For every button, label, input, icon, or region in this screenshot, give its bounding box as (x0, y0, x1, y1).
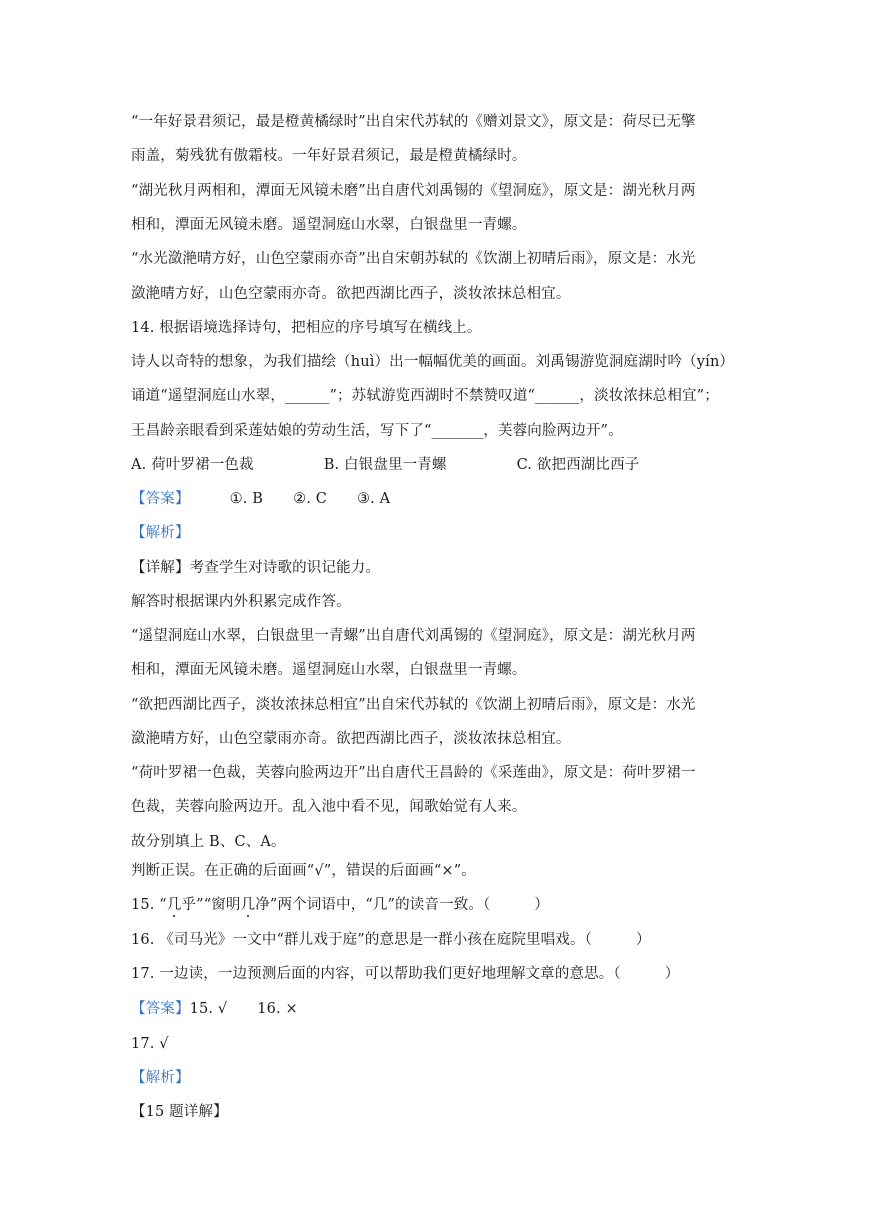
q15-prefix: 15. “ (131, 897, 167, 913)
option-c: C. 欲把西湖比西子 (516, 457, 640, 473)
question-16: 16. 《司马光》一文中“群儿戏于庭”的意思是一群小孩在庭院里唱戏。（ ） (131, 932, 651, 948)
q15-dotted-char: 几 (240, 897, 256, 913)
question-14: 14. 根据语境选择诗句，把相应的序号填写在横线上。 (131, 320, 482, 336)
answer-line (131, 998, 741, 1020)
text-line: 诵道“遥望洞庭山水翠，______”；苏轼游览西湖时不禁赞叹道“______，淡妆浓抹总相宜”； (131, 388, 719, 404)
question-15 (131, 894, 741, 916)
text-line: 王昌龄亲眼看到采莲姑娘的劳动生活，写下了“_______，芙蓉向脸两边开”。 (131, 423, 623, 439)
q15-middle: 乎”“窗明 (181, 897, 241, 913)
text-line: “遥望洞庭山水翠，白银盘里一青螺”出自唐代刘禹锡的《望洞庭》，原文是：湖光秋月两 (131, 628, 696, 644)
answer-15: 15. √ (189, 1001, 228, 1017)
answer-line (131, 488, 741, 510)
text-line: 潋滟晴方好，山色空蒙雨亦奇。欲把西湖比西子，淡妆浓抹总相宜。 (131, 731, 571, 747)
text-line: 雨盖，菊残犹有傲霜枝。一年好景君须记，最是橙黄橘绿时。 (131, 148, 527, 164)
answer-16: 16. × (257, 1001, 298, 1017)
section-heading: 【15 题详解】 (131, 1104, 228, 1120)
text-line: “荷叶罗裙一色裁，芙蓉向脸两边开”出自唐代王昌龄的《采莲曲》，原文是：荷叶罗裙一 (131, 765, 696, 781)
answer-3: ③. A (357, 491, 391, 507)
text-line: 色裁，芙蓉向脸两边开。乱入池中看不见，闻歌始觉有人来。 (131, 799, 527, 815)
instruction-line: 判断正误。在正确的后面画“√”，错误的后面画“×”。 (131, 863, 476, 879)
analysis-label: 【解析】 (131, 525, 190, 541)
answer-label: 【答案】 (131, 1001, 190, 1017)
text-line: 解答时根据课内外积累完成作答。 (131, 594, 351, 610)
q15-dotted-char: 几 (166, 897, 182, 913)
text-line: “水光潋滟晴方好，山色空蒙雨亦奇”出自宋朝苏轼的《饮湖上初晴后雨》，原文是：水光 (131, 251, 696, 267)
option-b: B. 白银盘里一青螺 (323, 457, 447, 473)
text-line: “湖光秋月两相和，潭面无风镜未磨”出自唐代刘禹锡的《望洞庭》，原文是：湖光秋月两 (131, 183, 696, 199)
text-line: 相和，潭面无风镜未磨。遥望洞庭山水翠，白银盘里一青螺。 (131, 217, 527, 233)
answer-label: 【答案】 (131, 491, 190, 507)
text-line: 相和，潭面无风镜未磨。遥望洞庭山水翠，白银盘里一青螺。 (131, 662, 527, 678)
answer-2: ②. C (293, 491, 328, 507)
q15-suffix: 净”两个词语中，“几”的读音一致。（ ） (255, 897, 550, 913)
text-line: “一年好景君须记，最是橙黄橘绿时”出自宋代苏轼的《赠刘景文》，原文是：荷尽已无擎 (131, 114, 696, 130)
text-line: 故分别填上 B、C、A。 (131, 834, 286, 850)
options-line (131, 454, 741, 476)
text-line: 【详解】考查学生对诗歌的识记能力。 (131, 560, 381, 576)
option-a: A. 荷叶罗裙一色裁 (131, 457, 254, 473)
text-line: “欲把西湖比西子，淡妆浓抹总相宜”出自宋代苏轼的《饮湖上初晴后雨》，原文是：水光 (131, 697, 696, 713)
analysis-label: 【解析】 (131, 1070, 190, 1086)
text-line: 潋滟晴方好，山色空蒙雨亦奇。欲把西湖比西子，淡妆浓抹总相宜。 (131, 286, 571, 302)
text-line: 诗人以奇特的想象，为我们描绘（huì）出一幅幅优美的画面。刘禹锡游览洞庭湖时吟（yín） (131, 354, 735, 370)
answer-17: 17. √ (131, 1036, 169, 1052)
question-17: 17. 一边读，一边预测后面的内容，可以帮助我们更好地理解文章的意思。（ ） (131, 966, 680, 982)
answer-1: ①. B (229, 491, 264, 507)
